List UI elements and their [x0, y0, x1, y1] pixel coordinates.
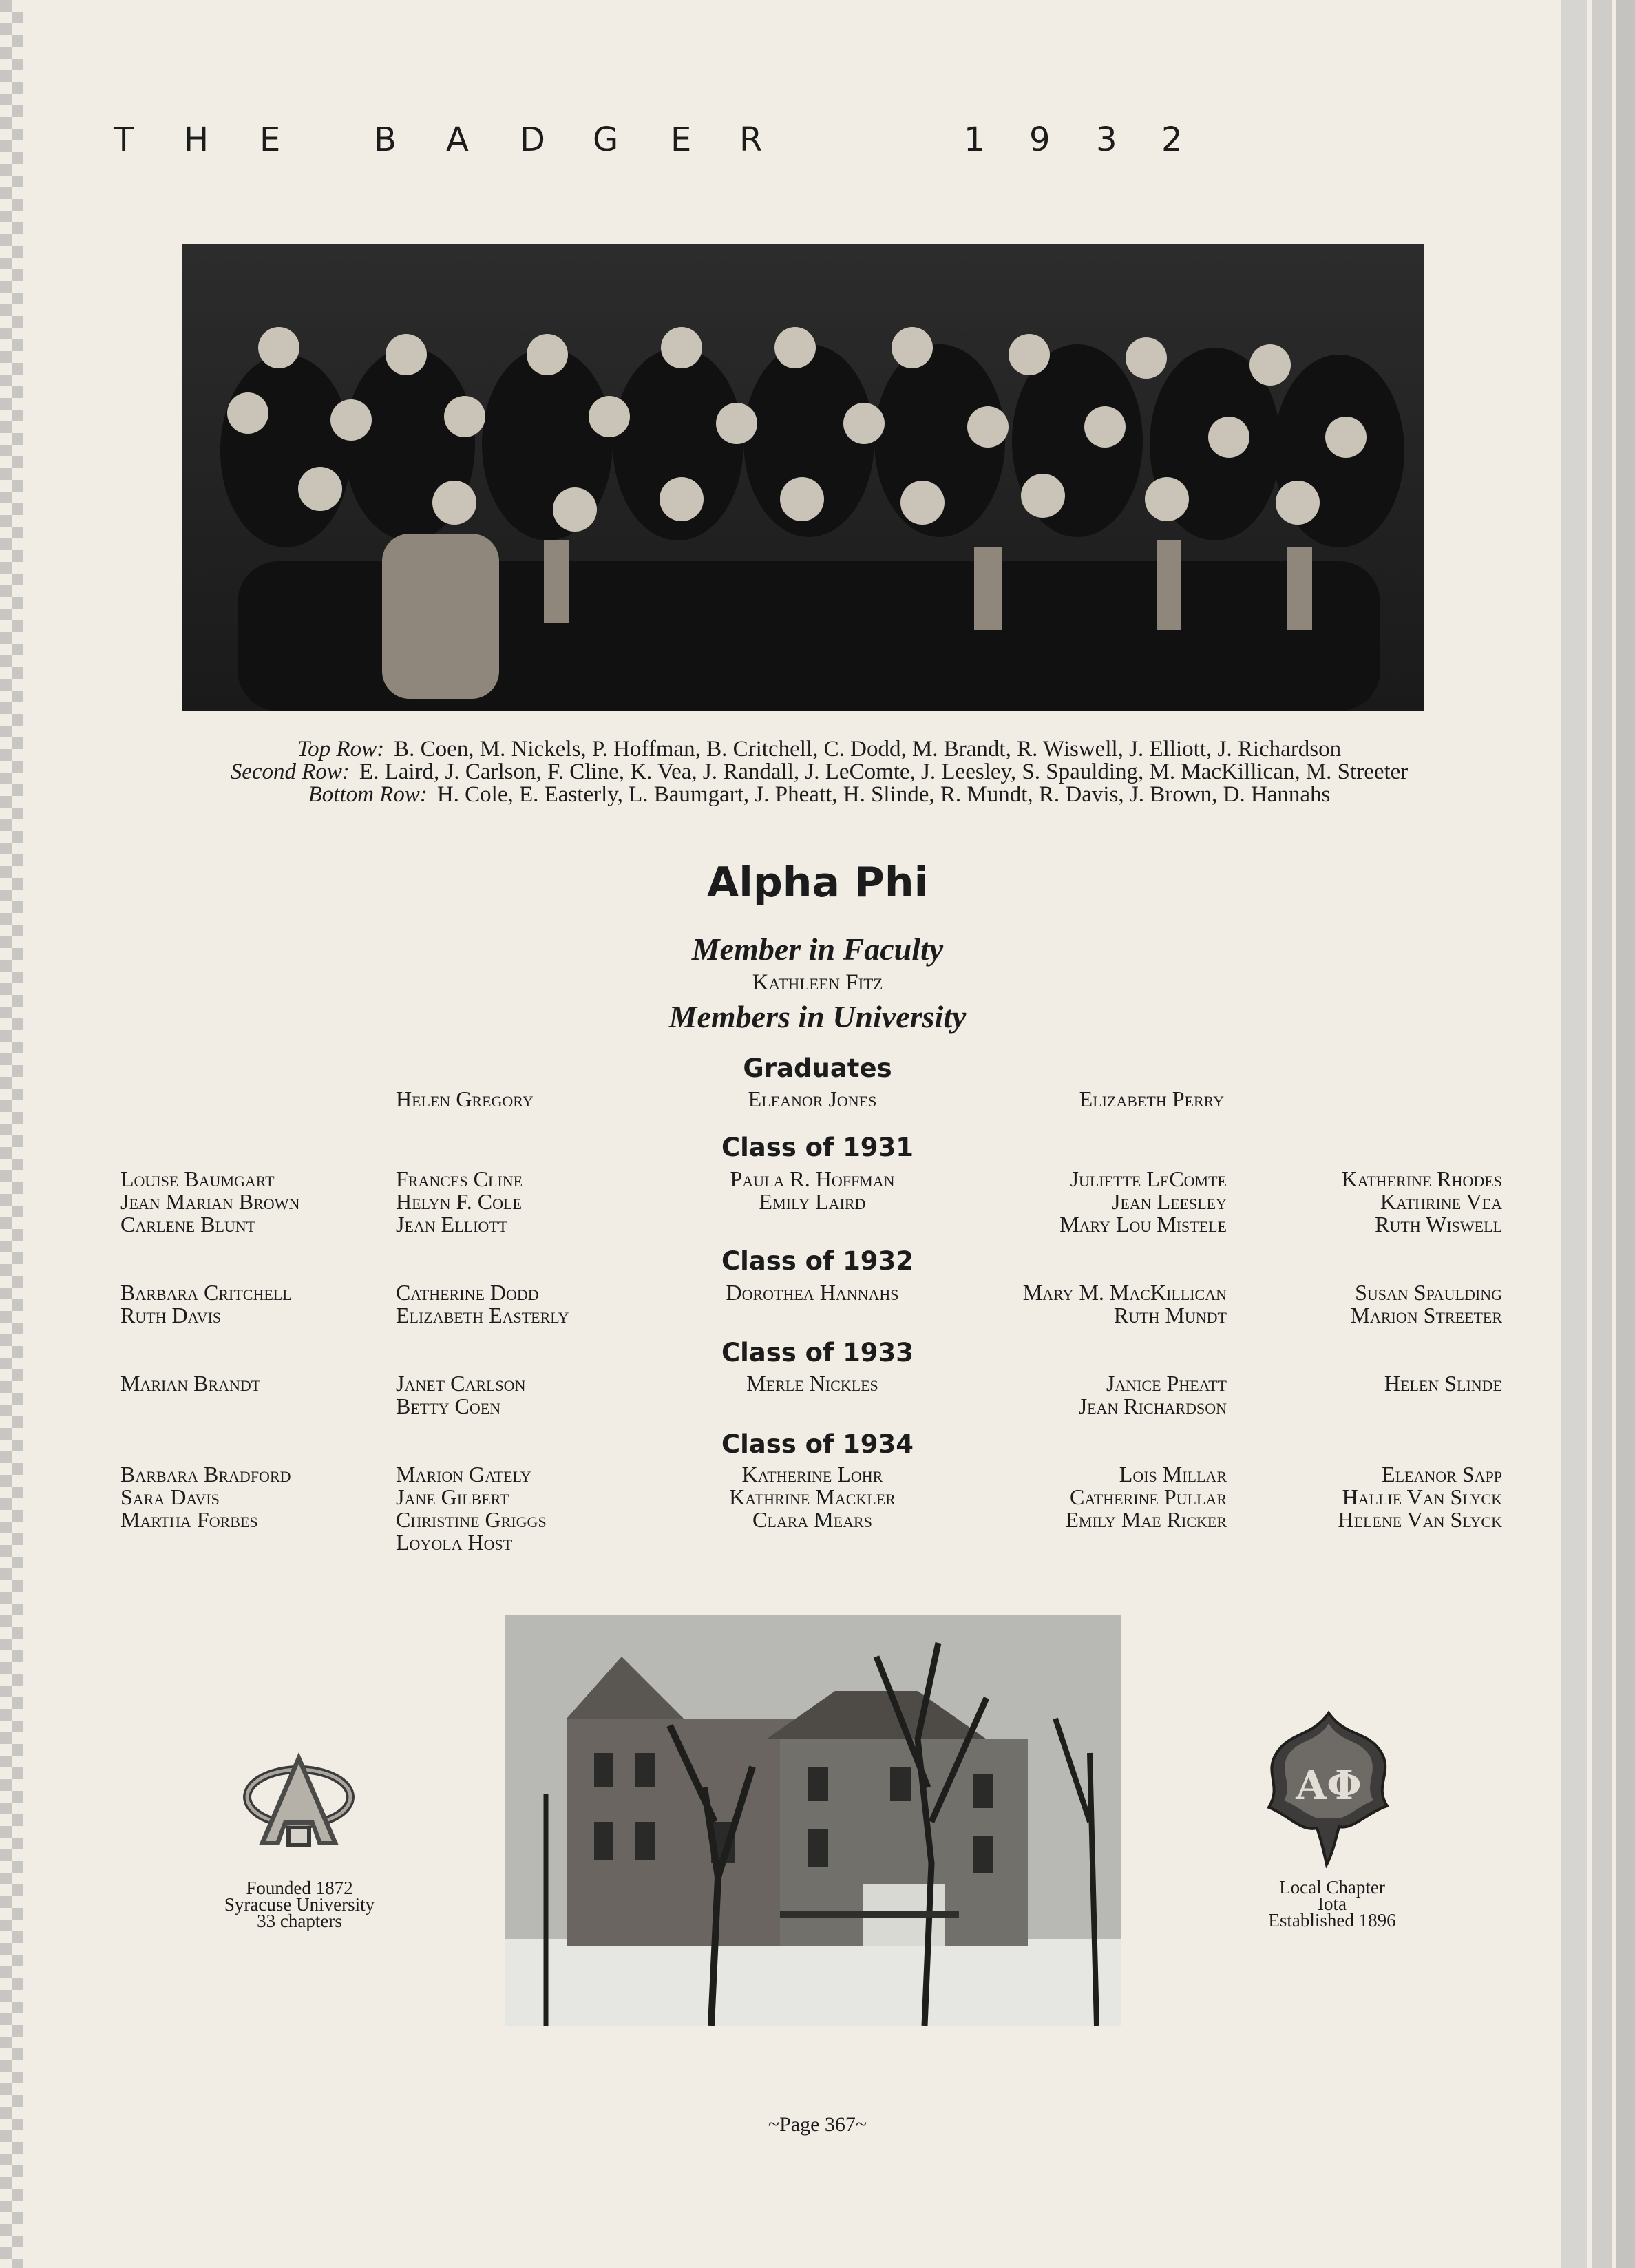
class-1933-column-4	[1079, 1372, 1227, 1418]
header-letter: 9	[1029, 120, 1051, 159]
graduates-column-2	[396, 1088, 534, 1111]
graduates-heading: Graduates	[743, 1053, 892, 1083]
header-letter: E	[260, 120, 281, 159]
class-1931-column-1	[120, 1168, 299, 1236]
university-heading: Members in University	[668, 999, 967, 1034]
class-1934-column-2	[396, 1463, 547, 1554]
founded-text: Founded 1872	[246, 1878, 353, 1898]
member-name: Martha Forbes	[120, 1507, 258, 1532]
member-name: Clara Mears	[752, 1507, 872, 1532]
member-name: Susan Spaulding	[1355, 1280, 1502, 1305]
left-crest-caption	[200, 1880, 399, 1929]
graduates-column-3	[682, 1088, 943, 1111]
member-name: Janice Pheatt	[1106, 1371, 1227, 1396]
class-1932-column-5	[1351, 1281, 1502, 1327]
member-name: Emily Mae Ricker	[1065, 1507, 1227, 1532]
member-name: Marion Streeter	[1350, 1303, 1502, 1327]
class-1934-heading: Class of 1934	[721, 1429, 914, 1459]
class-1931-heading: Class of 1931	[721, 1133, 914, 1162]
photo-caption	[103, 738, 1535, 806]
header-letter: 1	[964, 120, 985, 159]
page-number: ~Page 367~	[768, 2113, 867, 2136]
local-chapter-text: Local Chapter	[1279, 1877, 1385, 1898]
header-letter: D	[520, 120, 545, 159]
class-1932-heading: Class of 1932	[721, 1246, 914, 1276]
graduates-column-4	[1079, 1088, 1224, 1111]
alpha-omega-pin-icon	[242, 1749, 356, 1852]
header-letter: E	[671, 120, 692, 159]
member-name: Ruth Mundt	[1113, 1303, 1227, 1327]
house-illustration	[505, 1615, 1121, 2026]
group-photo-illustration	[182, 244, 1424, 711]
member-name: Mary M. MacKillican	[1022, 1280, 1227, 1305]
header-letter: A	[446, 120, 469, 159]
member-name: Elizabeth Easterly	[396, 1303, 569, 1327]
member-name: Jean Elliott	[396, 1212, 508, 1237]
member-name: Lois Millar	[1119, 1462, 1227, 1487]
class-1934-column-4	[1065, 1463, 1227, 1531]
chapter-name-text: Iota	[1318, 1893, 1347, 1914]
member-name: Helene Van Slyck	[1338, 1507, 1502, 1532]
caption-label: Top Row:	[297, 737, 385, 762]
class-1932-column-3	[682, 1281, 943, 1304]
member-name: Juliette LeComte	[1070, 1166, 1227, 1191]
class-1932-column-1	[120, 1281, 292, 1327]
member-name: Jean Leesley	[1111, 1189, 1227, 1214]
group-photo	[182, 244, 1424, 711]
class-1934-column-3	[682, 1463, 943, 1531]
member-name: Carlene Blunt	[120, 1212, 256, 1237]
class-1933-heading: Class of 1933	[721, 1338, 914, 1367]
member-name: Helyn F. Cole	[396, 1189, 522, 1214]
member-name: Emily Laird	[759, 1189, 866, 1214]
member-name: Barbara Critchell	[120, 1280, 292, 1305]
member-name: Kathrine Mackler	[729, 1484, 896, 1509]
class-1931-column-5	[1342, 1168, 1502, 1236]
class-1933-column-3	[682, 1372, 943, 1395]
faculty-member-name: Kathleen Fitz	[752, 970, 883, 995]
caption-top-row	[103, 738, 1535, 761]
member-name: Barbara Bradford	[120, 1462, 291, 1487]
member-name: Elizabeth Perry	[1079, 1086, 1224, 1111]
member-name: Katherine Rhodes	[1341, 1166, 1502, 1191]
member-name: Katherine Lohr	[741, 1462, 883, 1487]
member-name: Eleanor Jones	[748, 1086, 877, 1111]
member-name: Louise Baumgart	[120, 1166, 275, 1191]
caption-second-row	[103, 761, 1535, 784]
class-1934-column-1	[120, 1463, 291, 1531]
class-1931-column-2	[396, 1168, 523, 1236]
caption-label: Second Row:	[230, 759, 350, 784]
crest-letters: ΑΦ	[1296, 1762, 1362, 1809]
member-name: Catherine Dodd	[396, 1280, 539, 1305]
class-1933-column-5	[1384, 1372, 1502, 1395]
caption-label: Bottom Row:	[308, 782, 428, 807]
class-1931-column-4	[1059, 1168, 1227, 1236]
member-name: Helen Gregory	[396, 1086, 534, 1111]
member-name: Sara Davis	[120, 1484, 220, 1509]
member-name: Jean Richardson	[1078, 1394, 1227, 1418]
member-name: Dorothea Hannahs	[726, 1280, 899, 1305]
member-name: Ruth Wiswell	[1375, 1212, 1502, 1237]
member-name: Hallie Van Slyck	[1342, 1484, 1502, 1509]
member-name: Loyola Host	[396, 1530, 513, 1555]
member-name: Helen Slinde	[1384, 1371, 1502, 1396]
member-name: Paula R. Hoffman	[730, 1166, 895, 1191]
member-name: Jane Gilbert	[396, 1484, 509, 1509]
class-1931-column-3	[682, 1168, 943, 1213]
chapter-title: Alpha Phi	[706, 859, 929, 907]
member-name: Christine Griggs	[396, 1507, 547, 1532]
faculty-heading: Member in Faculty	[691, 932, 944, 967]
caption-names: E. Laird, J. Carlson, F. Cline, K. Vea, J. Randall, J. LeComte, J. Leesley, S. Spaulding, M. MacKillican, M. Streeter	[359, 759, 1409, 784]
ivy-leaf-crest-icon	[1263, 1710, 1394, 1868]
member-name: Marian Brandt	[120, 1371, 261, 1396]
caption-names: B. Coen, M. Nickels, P. Hoffman, B. Critchell, C. Dodd, M. Brandt, R. Wiswell, J. Elliott, J. Richardson	[394, 737, 1342, 762]
chapters-text: 33 chapters	[257, 1911, 342, 1931]
member-name: Betty Coen	[396, 1394, 501, 1418]
member-name: Janet Carlson	[396, 1371, 526, 1396]
caption-bottom-row	[103, 784, 1535, 806]
header-letter: R	[739, 120, 763, 159]
member-name: Eleanor Sapp	[1382, 1462, 1502, 1487]
header-letter: H	[184, 120, 209, 159]
university-text: Syracuse University	[224, 1894, 375, 1915]
member-name: Jean Marian Brown	[120, 1189, 300, 1214]
member-name: Kathrine Vea	[1380, 1189, 1502, 1214]
header-letter: G	[593, 120, 619, 159]
class-1932-column-2	[396, 1281, 569, 1327]
member-name: Frances Cline	[396, 1166, 523, 1191]
header-letter: B	[374, 120, 397, 159]
chapter-house-photo	[505, 1615, 1121, 2026]
header-letter: 2	[1161, 120, 1183, 159]
member-name: Ruth Davis	[120, 1303, 222, 1327]
member-name: Catherine Pullar	[1069, 1484, 1227, 1509]
class-1932-column-4	[1023, 1281, 1227, 1327]
class-1933-column-1	[120, 1372, 260, 1395]
caption-names: H. Cole, E. Easterly, L. Baumgart, J. Pheatt, H. Slinde, R. Mundt, R. Davis, J. Brown, D. Hannahs	[436, 782, 1331, 807]
member-name: Merle Nickles	[746, 1371, 878, 1396]
header-letter: 3	[1096, 120, 1117, 159]
class-1934-column-5	[1338, 1463, 1502, 1531]
class-1933-column-2	[396, 1372, 525, 1418]
member-name: Mary Lou Mistele	[1059, 1212, 1227, 1237]
right-crest-caption	[1232, 1879, 1432, 1929]
established-text: Established 1896	[1268, 1910, 1396, 1931]
member-name: Marion Gately	[396, 1462, 531, 1487]
header-letter: T	[114, 120, 134, 159]
